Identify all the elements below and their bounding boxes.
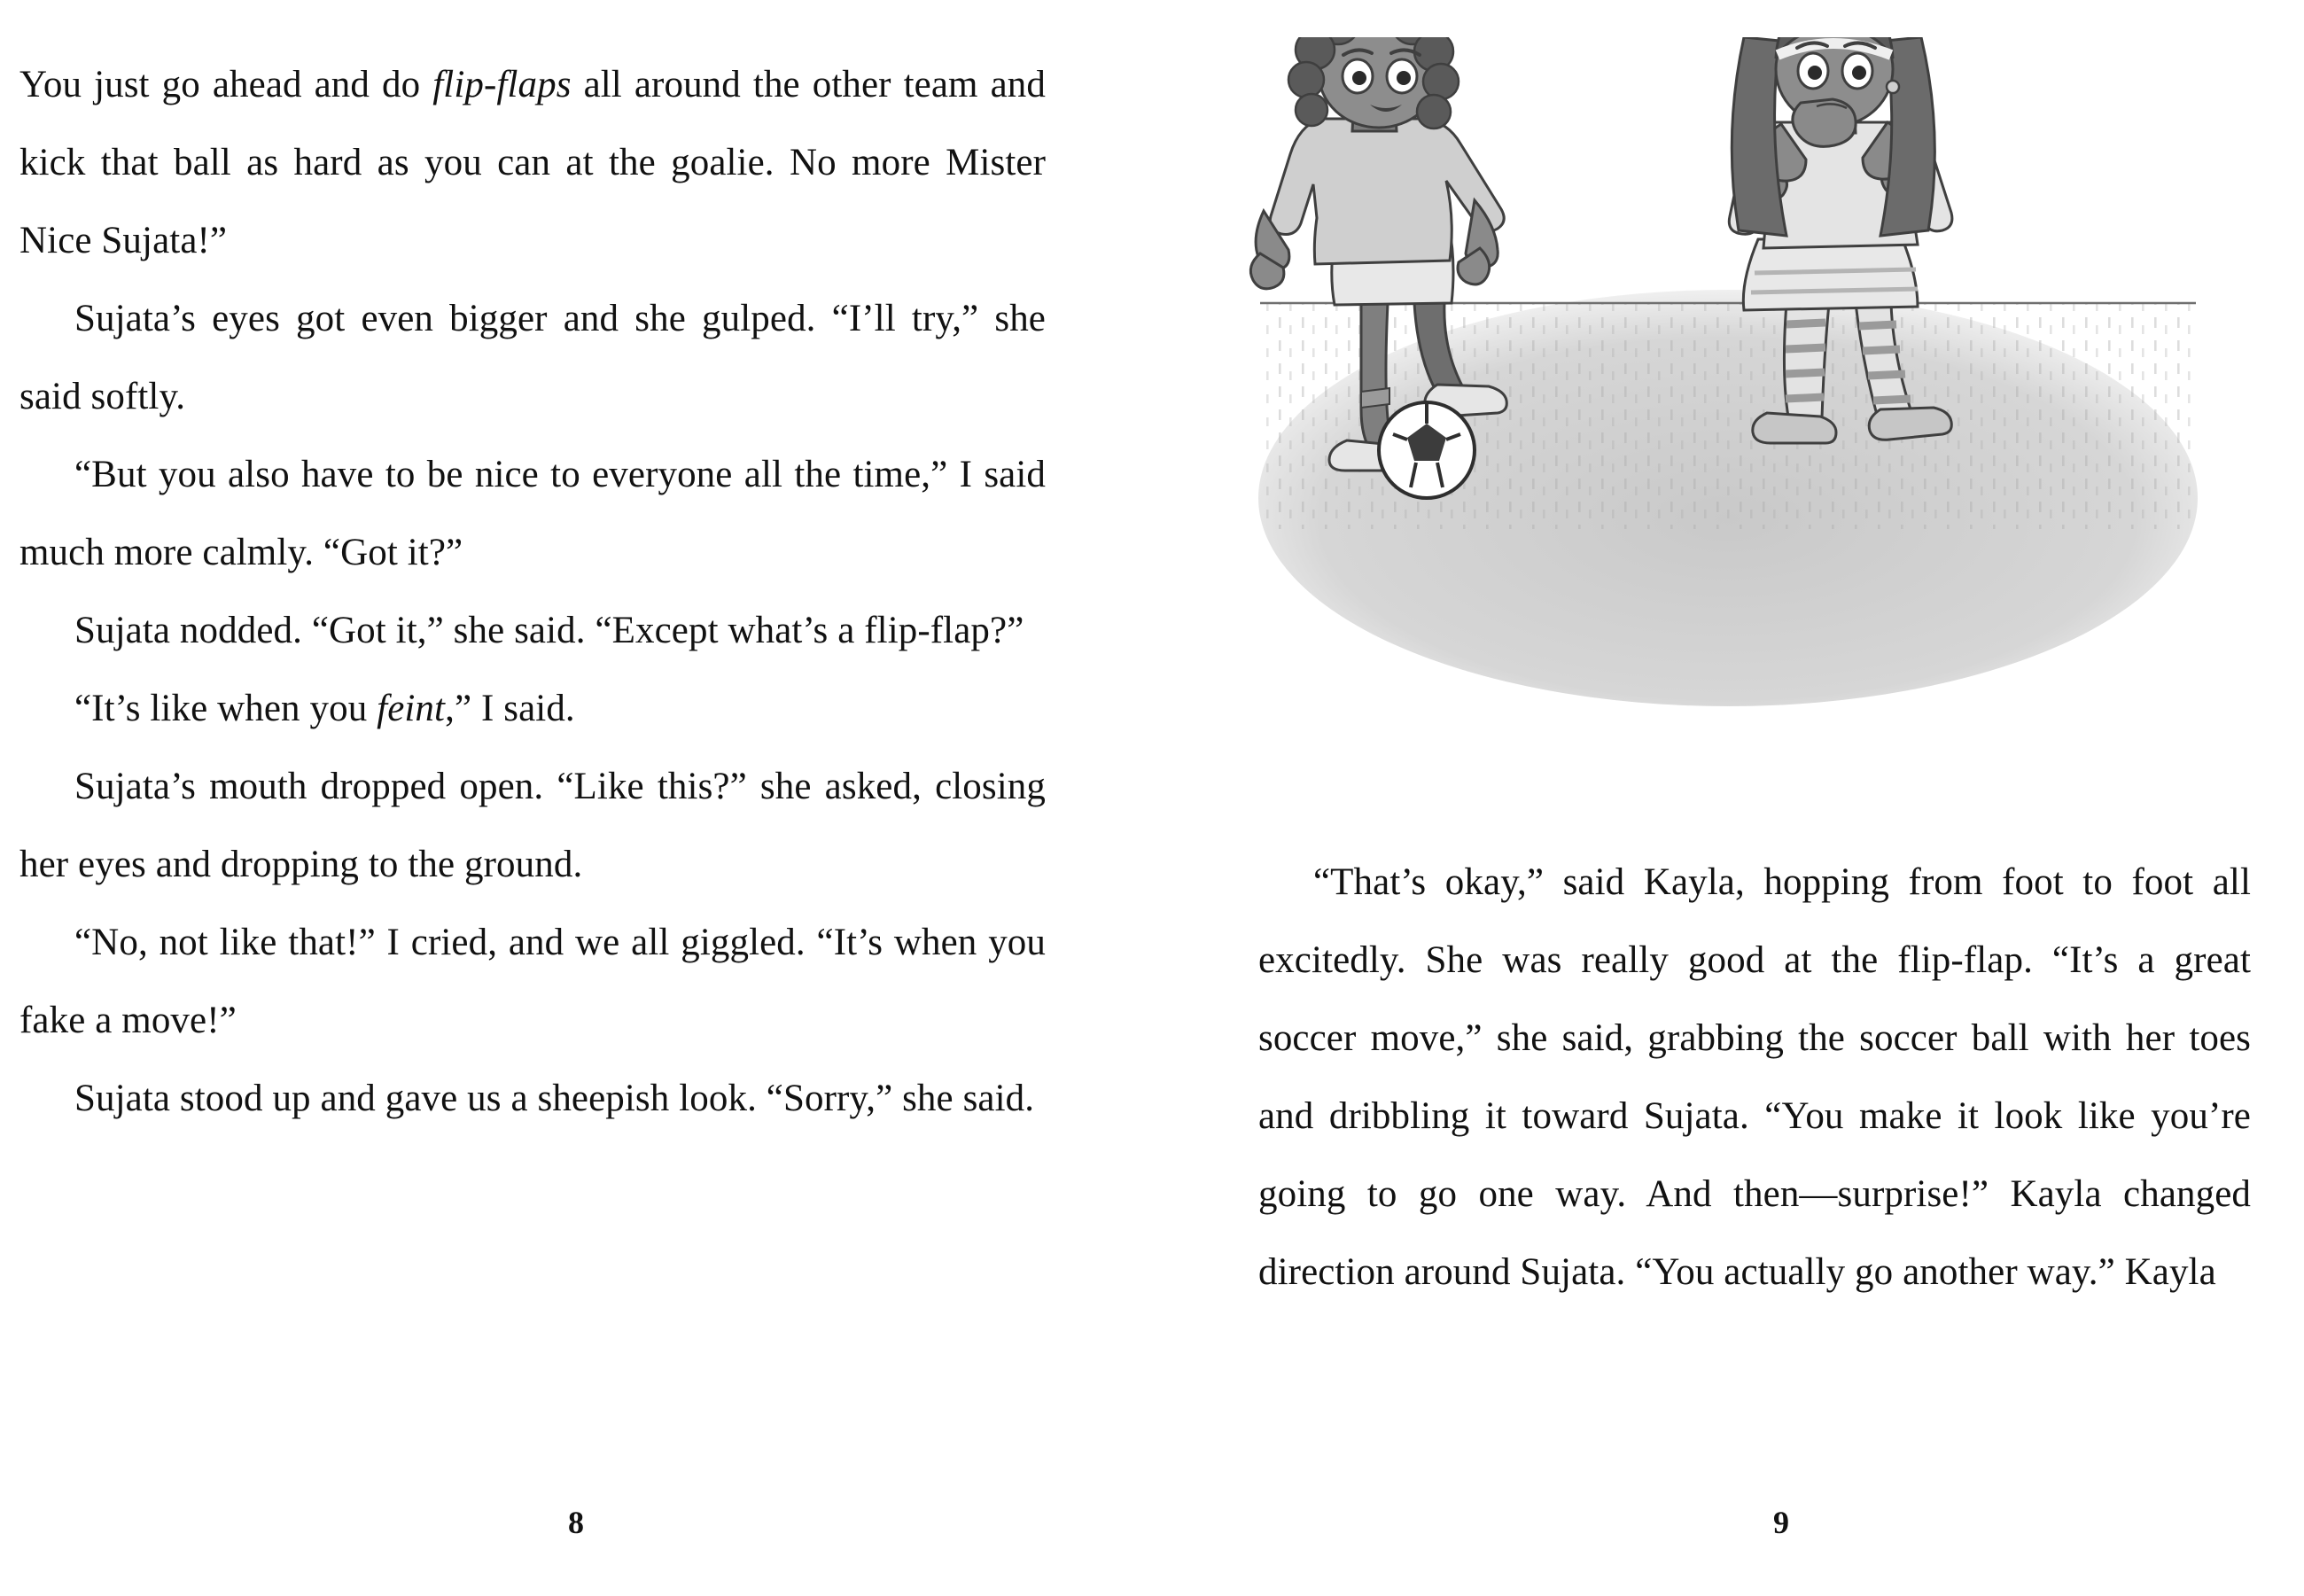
- page-number-right: 9: [1773, 1505, 1789, 1540]
- paragraph-6: Sujata’s mouth dropped open. “Like this?” she asked, closing her eyes and dropping to the ground.: [19, 766, 1046, 885]
- page-number-left: 8: [568, 1505, 584, 1540]
- ground-shading: [1258, 290, 2198, 706]
- paragraph-9: “That’s okay,” said Kayla, hopping from foot to foot all excitedly. She was really good at the flip-flap. “It’s a great soccer move,” she said, grabbing the soccer ball with her toes and dribbling it toward Sujata. “You make it look like you’re going to go one way. And then—surprise!” Kayla changed direction around Sujata. “You actually go another way.” Kayla: [1258, 861, 2251, 1293]
- two-girls-soccer-illustration: [1205, 37, 2251, 835]
- paragraph-5: “It’s like when you feint,” I said.: [74, 688, 575, 729]
- right-page-text-column: [1258, 844, 2251, 1312]
- paragraph-8: Sujata stood up and gave us a sheepish look. “Sorry,” she said.: [74, 1078, 1035, 1119]
- soccer-ball: [1379, 402, 1475, 498]
- left-page-text-column: [19, 46, 1046, 1138]
- paragraph-3: “But you also have to be nice to everyone all the time,” I said much more calmly. “Got it?”: [19, 454, 1046, 573]
- paragraph-4: Sujata nodded. “Got it,” she said. “Except what’s a flip-flap?”: [74, 610, 1024, 651]
- paragraph-1: You just go ahead and do flip-flaps all around the other team and kick that ball as hard as you can at the goalie. No more Mister Nice Sujata!”: [19, 64, 1046, 261]
- italic-feint: feint: [377, 688, 446, 729]
- paragraph-2: Sujata’s eyes got even bigger and she gulped. “I’ll try,” she said softly.: [19, 298, 1046, 417]
- right-page: [1152, 0, 2304, 1596]
- italic-flip-flaps: flip-flaps: [432, 64, 572, 105]
- paragraph-7: “No, not like that!” I cried, and we all giggled. “It’s when you fake a move!”: [19, 922, 1046, 1041]
